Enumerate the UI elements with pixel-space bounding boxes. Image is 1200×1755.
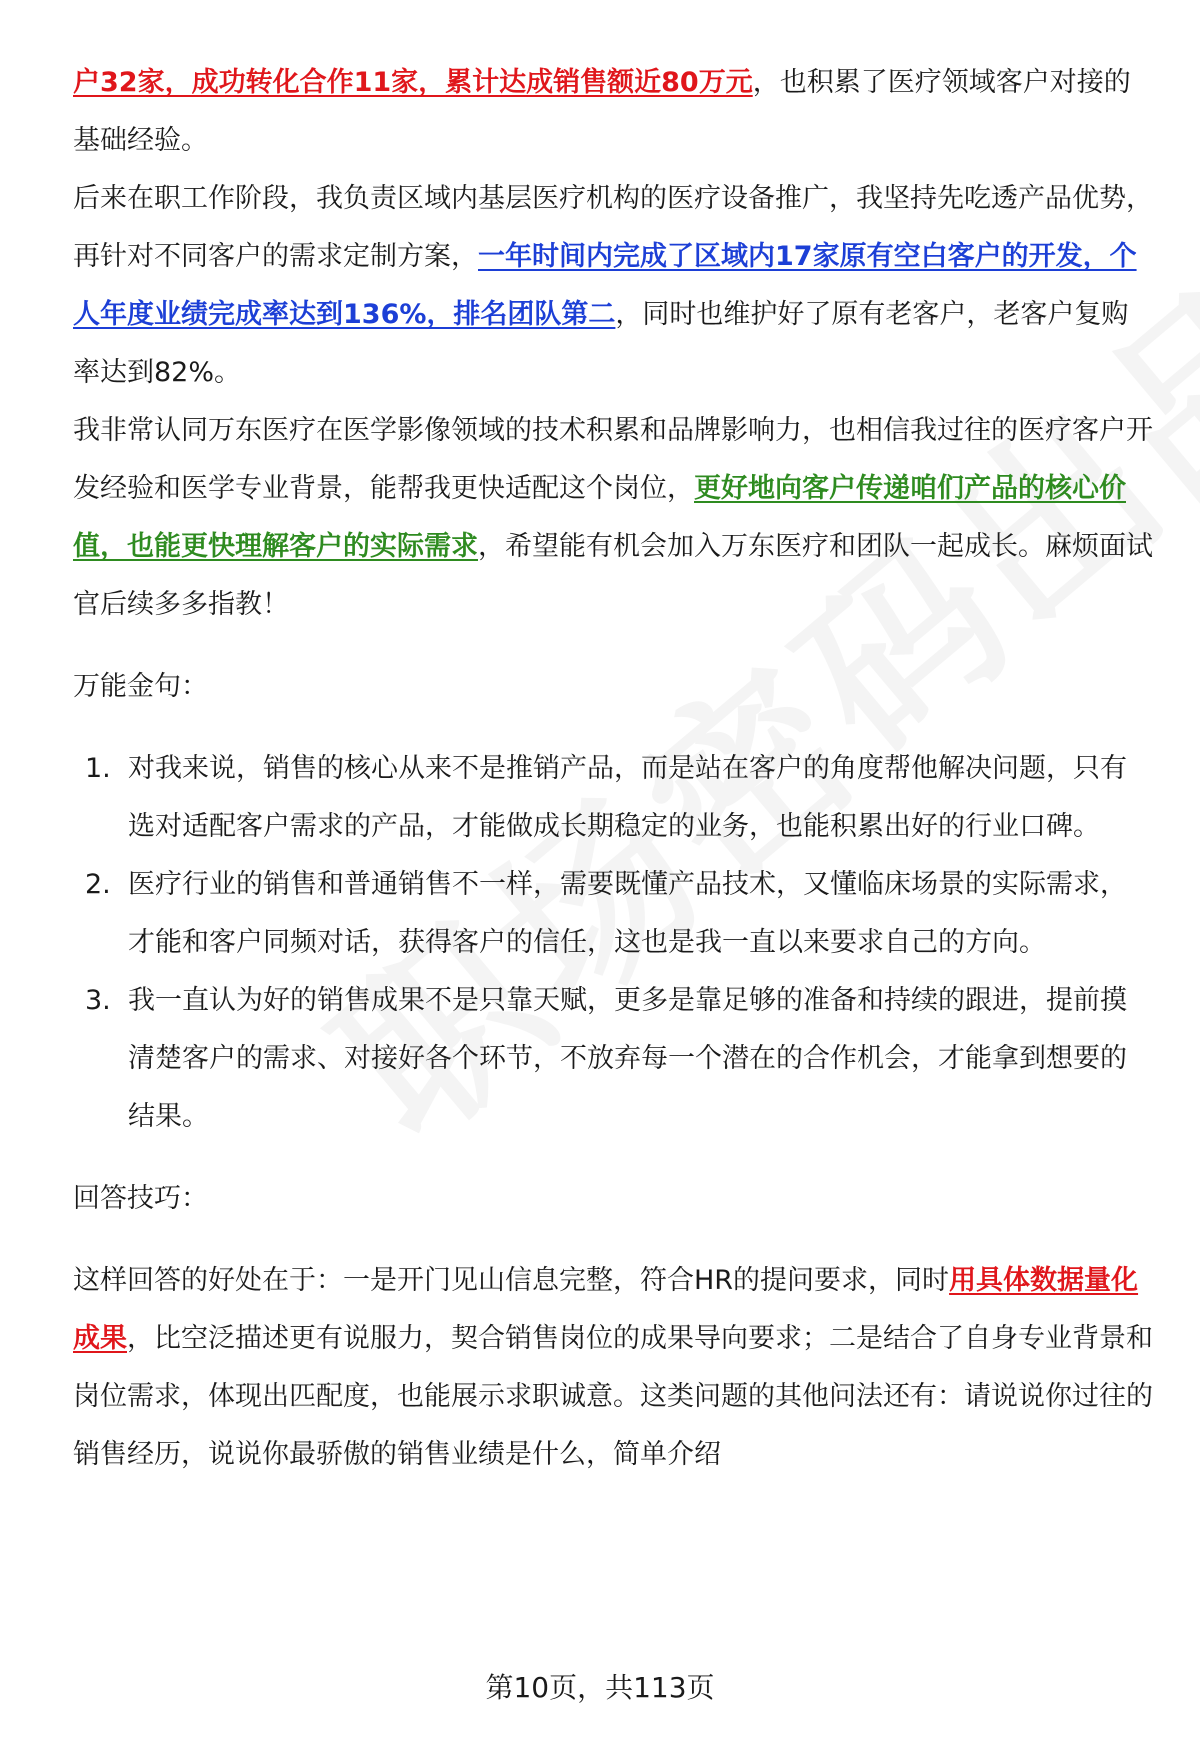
paragraph-tips: 这样回答的好处在于：一是开门见山信息完整，符合HR的提问要求，同时用具体数据量化成果，比空泛描述更有说服力，契合销售岗位的成果导向要求；二是结合了自身专业背景和岗位需求，体现出匹配度，也能展示求职诚意。这类问题的其他问法还有：请说说你过往的销售经历，说说你最骄傲的销售业绩是什么，简单介绍: [73, 1265, 1153, 1470]
list-item: 2. 医疗行业的销售和普通销售不一样，需要既懂产品技术，又懂临床场景的实际需求，才能和客户同频对话，获得客户的信任，这也是我一直以来要求自己的方向。: [85, 869, 1127, 958]
paragraph-motivation: 我非常认同万东医疗在医学影像领域的技术积累和品牌影响力，也相信我过往的医疗客户开发经验和医学专业背景，能帮我更快适配这个岗位，更好地向客户传递咱们产品的核心价值，也能更快理解客户的实际需求，希望能有机会加入万东医疗和团队一起成长。麻烦面试官后续多多指教！: [73, 415, 1153, 620]
highlight-green: 更好地向客户传递咱们产品的核心价值，也能更快理解客户的实际需求: [73, 473, 1126, 562]
golden-sentences-list: [73, 740, 1153, 1146]
highlight-blue: 一年时间内完成了区域内17家原有空白客户的开发，个人年度业绩完成率达到136%，排名团队第二: [73, 241, 1137, 330]
document-body: [73, 54, 1153, 1484]
paragraph-work-stage: 后来在职工作阶段，我负责区域内基层医疗机构的医疗设备推广，我坚持先吃透产品优势，再针对不同客户的需求定制方案，一年时间内完成了区域内17家原有空白客户的开发，个人年度业绩完成率达到136%，排名团队第二，同时也维护好了原有老客户，老客户复购率达到82%。: [73, 183, 1153, 388]
list-item: 3. 我一直认为好的销售成果不是只靠天赋，更多是靠足够的准备和持续的跟进，提前摸清楚客户的需求、对接好各个环节，不放弃每一个潜在的合作机会，才能拿到想要的结果。: [85, 985, 1127, 1132]
highlight-red: 户32家，成功转化合作11家，累计达成销售额近80万元: [73, 67, 753, 98]
section-title-tips: 回答技巧：: [73, 1183, 208, 1214]
paragraph-experience-intro: 户32家，成功转化合作11家，累计达成销售额近80万元，也积累了医疗领域客户对接的基础经验。: [73, 67, 1131, 156]
page-number: 第10页，共113页: [485, 1671, 715, 1704]
list-item: 1. 对我来说，销售的核心从来不是推销产品，而是站在客户的角度帮他解决问题，只有选对适配客户需求的产品，才能做成长期稳定的业务，也能积累出好的行业口碑。: [85, 753, 1127, 842]
highlight-red: 用具体数据量化成果: [73, 1265, 1139, 1354]
section-title-golden: 万能金句：: [73, 671, 208, 702]
